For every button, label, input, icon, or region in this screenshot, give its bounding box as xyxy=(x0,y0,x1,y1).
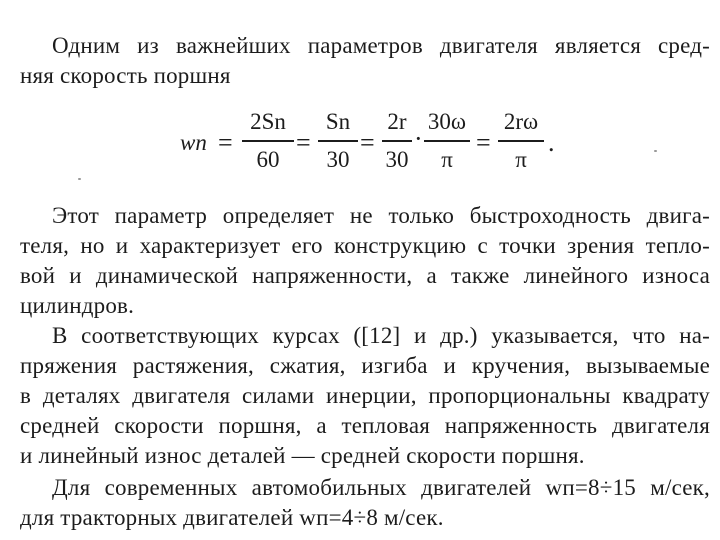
scan-speck xyxy=(654,150,657,152)
para1-line-2: теля, но и характеризует его конструкцию с точки зрения тепло- xyxy=(20,233,710,258)
fraction-2-numerator: Sn xyxy=(325,109,351,134)
formula-fraction-1 xyxy=(242,108,294,174)
formula-fraction-3 xyxy=(382,108,412,174)
para3-line-1: Для современных автомобильных двигателей wп=8÷15 м/сек, xyxy=(52,475,710,500)
formula-equals-1: = xyxy=(218,128,233,157)
formula-fraction-4 xyxy=(424,108,470,174)
fraction-3-denominator: 30 xyxy=(385,146,409,172)
formula-equals-4: = xyxy=(476,128,491,157)
piston-speed-formula xyxy=(180,106,560,180)
para2-line-4: средней скорости поршня, а тепловая напряженность двигателя xyxy=(20,413,710,438)
para2-line-1: В соответствующих курсах ([12] и др.) указывается, что на- xyxy=(52,323,710,348)
fraction-4-numerator: 30ω xyxy=(427,109,467,134)
fraction-4-denominator: π xyxy=(441,146,453,172)
fraction-3-numerator: 2r xyxy=(387,109,407,134)
fraction-1-denominator: 60 xyxy=(256,146,280,172)
intro-line-2: няя скорость поршня xyxy=(20,63,231,88)
fraction-1-numerator: 2Sn xyxy=(250,109,286,134)
para2-line-3: в деталях двигателя силами инерции, пропорциональны квадрату xyxy=(20,383,710,408)
formula-dot: · xyxy=(414,124,423,153)
para1-line-3: вой и динамической напряженности, а также линейного износа xyxy=(20,263,710,288)
para3-line-2: для тракторных двигателей wп=4÷8 м/сек. xyxy=(20,505,444,530)
fraction-2-denominator: 30 xyxy=(326,146,350,172)
formula-lhs: wп xyxy=(180,130,207,155)
fraction-5-numerator: 2rω xyxy=(503,109,539,134)
para2-line-5: и линейный износ деталей — средней скорости поршня. xyxy=(20,443,585,468)
para1-line-4: цилиндров. xyxy=(20,293,135,318)
formula-fraction-2 xyxy=(318,108,358,174)
para2-line-2: пряжения растяжения, сжатия, изгиба и кручения, вызываемые xyxy=(20,353,710,378)
formula-equals-3: = xyxy=(360,128,375,157)
scan-speck xyxy=(78,178,81,180)
formula-equals-2: = xyxy=(296,128,311,157)
formula-period: . xyxy=(548,128,555,157)
fraction-5-denominator: π xyxy=(515,146,527,172)
intro-line-1: Одним из важнейших параметров двигателя является сред- xyxy=(52,33,710,58)
formula-fraction-5 xyxy=(498,108,544,174)
para1-line-1: Этот параметр определяет не только быстроходность двига- xyxy=(52,203,710,228)
